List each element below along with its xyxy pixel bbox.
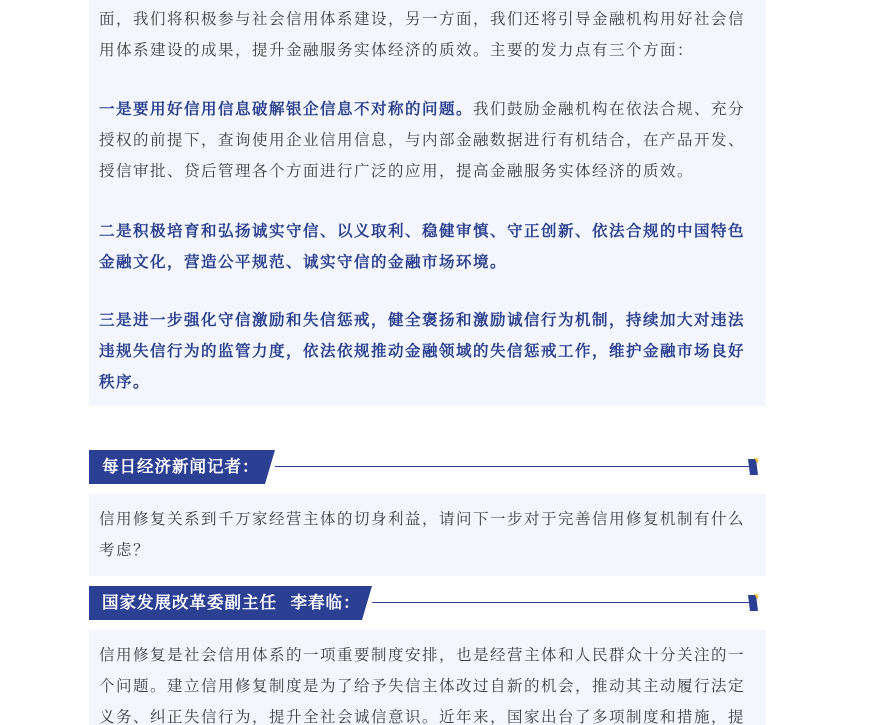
- speaker-banner-official: [89, 586, 769, 620]
- text-line: 考虑？: [99, 541, 151, 559]
- text-line: 授权的前提下，查询使用企业信用信息，与内部金融数据进行有机结合，在产品开发、: [99, 131, 746, 149]
- text-line: 授信审批、贷后管理各个方面进行广泛的应用，提高金融服务实体经济的质效。: [99, 162, 695, 180]
- speaker-name: 国家发展改革委副主任 李春临：: [102, 593, 361, 612]
- text-line: 我们鼓励金融机构在依法合规、充分: [473, 100, 746, 118]
- text-line: 金融文化，营造公平规范、诚实守信的金融市场环境。: [99, 253, 508, 271]
- text-line: 用体系建设的成果，提升金融服务实体经济的质效。主要的发力点有三个方面：: [99, 41, 695, 59]
- text-line: 个问题。建立信用修复制度是为了给予失信主体改过自新的机会，推动其主动履行法定: [99, 677, 746, 695]
- answer-card-2: [89, 630, 766, 725]
- point-1-heading: 一是要用好信用信息破解银企信息不对称的问题。: [99, 100, 474, 118]
- text-line: 三是进一步强化守信激励和失信惩戒，健全褒扬和激励诚信行为机制，持续加大对违法: [99, 311, 746, 329]
- question-text: [99, 504, 756, 566]
- text-line: 二是积极培育和弘扬诚实守信、以义取利、稳健审慎、守正创新、依法合规的中国特色: [99, 222, 746, 240]
- answer-paragraph-intro: [99, 4, 756, 66]
- banner-end-icon: [746, 458, 758, 475]
- text-line: 信用修复是社会信用体系的一项重要制度安排，也是经营主体和人民群众十分关注的一: [99, 646, 746, 664]
- speaker-label: [89, 450, 265, 484]
- text-line: 面，我们将积极参与社会信用体系建设，另一方面，我们还将引导金融机构用好社会信: [99, 10, 746, 28]
- answer-paragraph-point-1: [99, 94, 756, 187]
- speaker-label: [89, 586, 362, 620]
- answer-2-text: [99, 640, 756, 725]
- answer-paragraph-point-3: [99, 305, 756, 398]
- speaker-name: 每日经济新闻记者：: [102, 457, 260, 476]
- answer-paragraph-point-2: [99, 216, 756, 278]
- divider-line: [275, 466, 749, 467]
- text-line: 秩序。: [99, 373, 151, 391]
- banner-end-icon: [746, 594, 758, 611]
- speaker-banner-reporter: [89, 450, 769, 484]
- question-card: [89, 494, 766, 576]
- divider-line: [372, 602, 749, 603]
- text-line: 义务、纠正失信行为，提升全社会诚信意识。近年来，国家出台了多项制度和措施，提: [99, 708, 746, 725]
- text-line: 信用修复关系到千万家经营主体的切身利益，请问下一步对于完善信用修复机制有什么: [99, 510, 746, 528]
- text-line: 违规失信行为的监管力度，依法依规推动金融领域的失信惩戒工作，维护金融市场良好: [99, 342, 746, 360]
- answer-card-1: [89, 0, 766, 406]
